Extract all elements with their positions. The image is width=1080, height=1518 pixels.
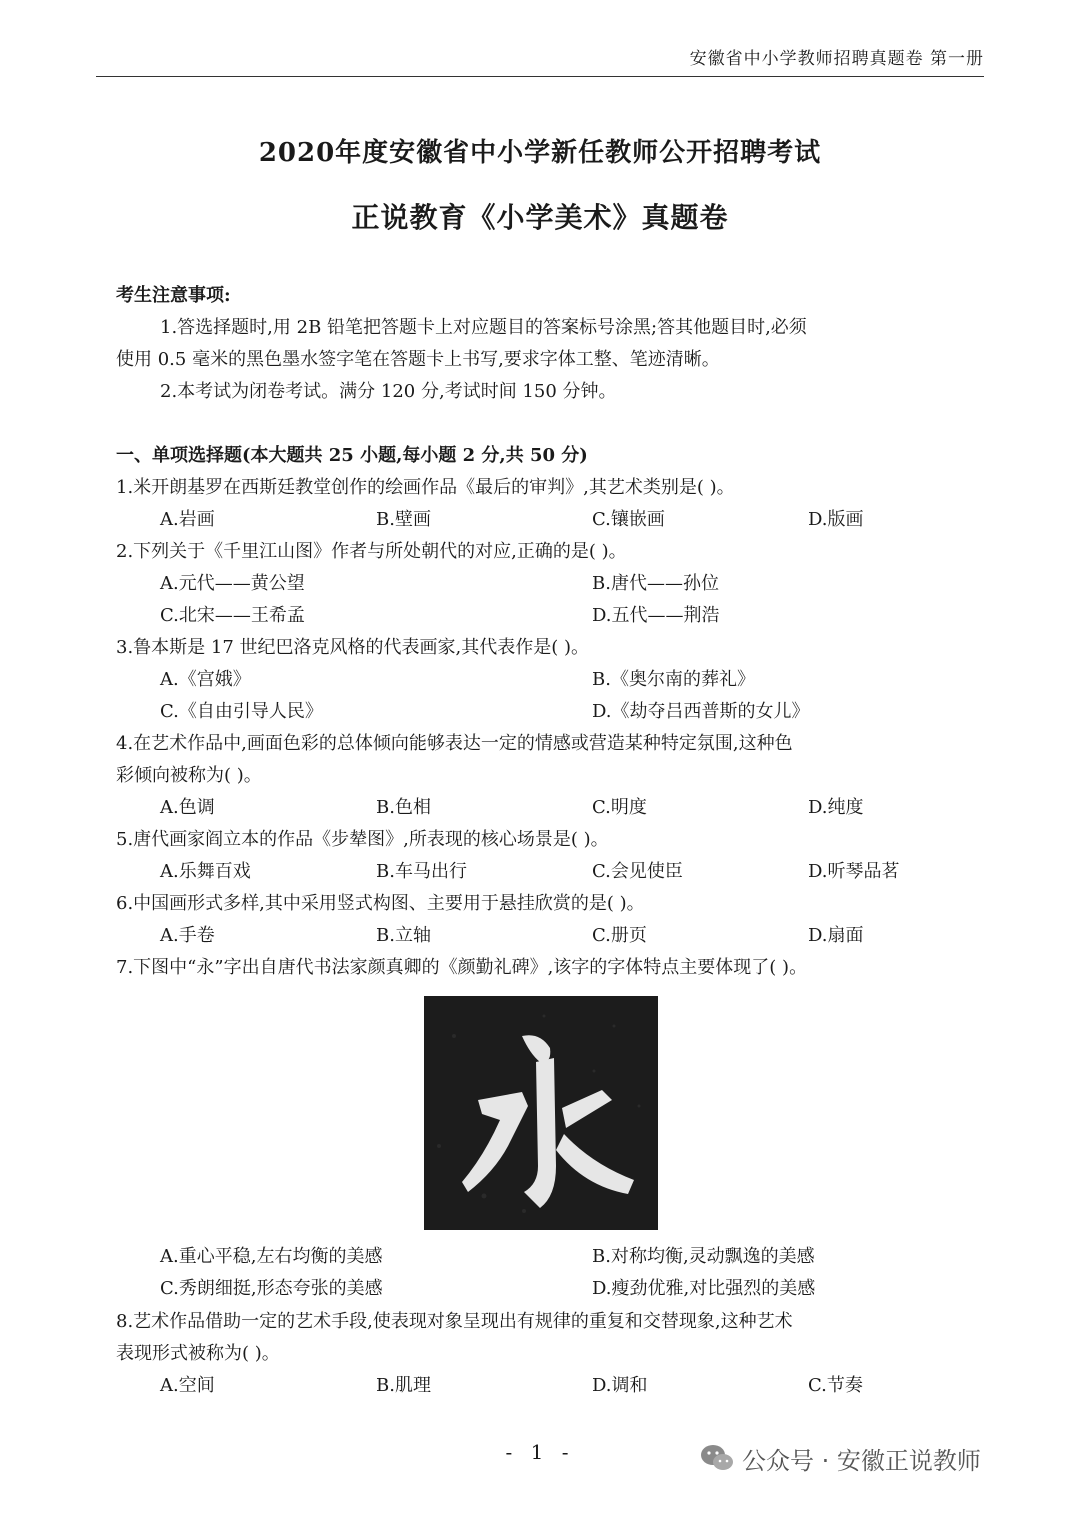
- notice-item-1a: 1.答选择题时,用 2B 铅笔把答题卡上对应题目的答案标号涂黑;答其他题目时,必须: [160, 317, 807, 338]
- q5-option-d: D.听琴品茗: [808, 861, 900, 882]
- q2-option-d: D.五代——荆浩: [592, 605, 720, 626]
- q1-option-c: C.镶嵌画: [592, 509, 665, 530]
- q5-option-a: A.乐舞百戏: [160, 861, 251, 882]
- q5-option-c: C.会见使臣: [592, 861, 683, 882]
- question-4-stem-b: 彩倾向被称为( )。: [116, 765, 262, 786]
- q4-option-a: A.色调: [160, 797, 215, 818]
- q6-option-a: A.手卷: [160, 925, 215, 946]
- question-8-stem-a: 8.艺术作品借助一定的艺术手段,使表现对象呈现出有规律的重复和交替现象,这种艺术: [116, 1311, 793, 1332]
- q3-option-a: A.《宫娥》: [160, 669, 251, 690]
- page-number: - 1 -: [505, 1440, 575, 1464]
- q7-option-d: D.瘦劲优雅,对比强烈的美感: [592, 1278, 816, 1299]
- question-7-stem: 7.下图中“永”字出自唐代书法家颜真卿的《颜勤礼碑》,该字的字体特点主要体现了( )。: [116, 957, 808, 978]
- question-5-stem: 5.唐代画家阎立本的作品《步辇图》,所表现的核心场景是( )。: [116, 829, 609, 850]
- q8-option-a: A.空间: [160, 1375, 215, 1396]
- q8-option-d: D.调和: [592, 1375, 648, 1396]
- q6-option-c: C.册页: [592, 925, 647, 946]
- question-6-stem: 6.中国画形式多样,其中采用竖式构图、主要用于悬挂欣赏的是( )。: [116, 893, 645, 914]
- q1-option-b: B.壁画: [376, 509, 431, 530]
- q4-option-c: C.明度: [592, 797, 647, 818]
- q6-option-d: D.扇面: [808, 925, 864, 946]
- q6-option-b: B.立轴: [376, 925, 431, 946]
- calligraphy-rubbing-image: [424, 996, 658, 1230]
- page-header: [96, 44, 984, 77]
- notice-item-1b: 使用 0.5 毫米的黑色墨水签字笔在答题卡上书写,要求字体工整、笔迹清晰。: [116, 349, 720, 370]
- q2-option-c: C.北宋——王希孟: [160, 605, 305, 626]
- q2-option-a: A.元代——黄公望: [160, 573, 305, 594]
- q7-option-a: A.重心平稳,左右均衡的美感: [160, 1246, 383, 1267]
- section-heading: 一、单项选择题(本大题共 25 小题,每小题 2 分,共 50 分): [116, 445, 588, 466]
- header-text: 安徽省中小学教师招聘真题卷 第一册: [689, 49, 984, 69]
- question-2-stem: 2.下列关于《千里江山图》作者与所处朝代的对应,正确的是( )。: [116, 541, 627, 562]
- q8-option-c: C.节奏: [808, 1375, 863, 1396]
- question-8-stem-b: 表现形式被称为( )。: [116, 1343, 280, 1364]
- q2-option-b: B.唐代——孙位: [592, 573, 719, 594]
- yong-character-rubbing: [424, 996, 658, 1230]
- exam-title: 2020年度安徽省中小学新任教师公开招聘考试: [258, 138, 822, 168]
- question-4-stem-a: 4.在艺术作品中,画面色彩的总体倾向能够表达一定的情感或营造某种特定氛围,这种色: [116, 733, 793, 754]
- question-1-stem: 1.米开朗基罗在西斯廷教堂创作的绘画作品《最后的审判》,其艺术类别是( )。: [116, 477, 735, 498]
- q5-option-b: B.车马出行: [376, 861, 467, 882]
- watermark-text: 公众号 · 安徽正说教师: [742, 1446, 981, 1475]
- q1-option-d: D.版画: [808, 509, 864, 530]
- q3-option-d: D.《劫夺吕西普斯的女儿》: [592, 701, 810, 722]
- notice-heading: 考生注意事项:: [116, 285, 231, 306]
- q4-option-d: D.纯度: [808, 797, 864, 818]
- exam-subtitle: 正说教育《小学美术》真题卷: [351, 201, 729, 234]
- q3-option-b: B.《奥尔南的葬礼》: [592, 669, 755, 690]
- notice-item-2: 2.本考试为闭卷考试。满分 120 分,考试时间 150 分钟。: [160, 381, 617, 402]
- q1-option-a: A.岩画: [160, 509, 215, 530]
- q3-option-c: C.《自由引导人民》: [160, 701, 323, 722]
- q7-option-c: C.秀朗细挺,形态夸张的美感: [160, 1278, 383, 1299]
- question-3-stem: 3.鲁本斯是 17 世纪巴洛克风格的代表画家,其代表作是( )。: [116, 637, 590, 658]
- wechat-icon: [700, 1443, 734, 1473]
- q4-option-b: B.色相: [376, 797, 431, 818]
- q8-option-b: B.肌理: [376, 1375, 431, 1396]
- watermark: [700, 1438, 981, 1478]
- q7-option-b: B.对称均衡,灵动飘逸的美感: [592, 1246, 815, 1267]
